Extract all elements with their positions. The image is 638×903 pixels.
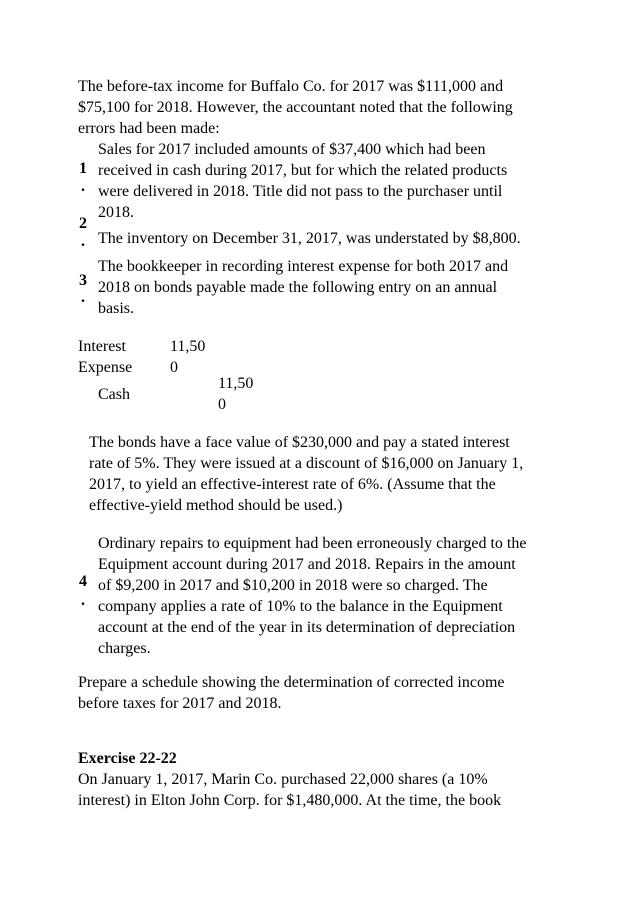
- error-1-line-2: received in cash during 2017, but for which the related products: [98, 162, 508, 179]
- journal-debit-amount-line-1: 11,50: [170, 338, 206, 355]
- error-4-line-1: Ordinary repairs to equipment had been erroneously charged to the: [98, 535, 527, 552]
- error-4-line-4: company applies a rate of 10% to the balance in the Equipment: [98, 598, 503, 615]
- exercise-title: Exercise 22-22: [78, 750, 177, 767]
- intro-line-1: The before-tax income for Buffalo Co. for 2017 was $111,000 and: [78, 78, 504, 95]
- error-3-line-2: 2018 on bonds payable made the following entry on an annual: [98, 279, 498, 296]
- error-4-line-5: account at the end of the year in its determination of depreciation: [98, 619, 516, 636]
- bond-note-line-3: 2017, to yield an effective-interest rate of 6%. (Assume that the: [89, 476, 496, 493]
- error-4-dot: .: [81, 592, 85, 609]
- error-4-number: 4: [79, 573, 87, 590]
- error-1-dot: .: [81, 178, 85, 195]
- instruction-line-1: Prepare a schedule showing the determination of corrected income: [78, 674, 505, 691]
- error-1-number: 1: [79, 160, 87, 177]
- journal-debit-account-line-1: Interest: [78, 338, 126, 355]
- bond-note-line-2: rate of 5%. They were issued at a discount of $16,000 on January 1,: [89, 455, 524, 472]
- journal-credit-amount-line-1: 11,50: [218, 375, 254, 392]
- error-3-dot: .: [81, 289, 85, 306]
- error-1-line-3: were delivered in 2018. Title did not pass to the purchaser until: [98, 183, 503, 200]
- exercise-line-1: On January 1, 2017, Marin Co. purchased 22,000 shares (a 10%: [78, 771, 488, 788]
- error-3-number: 3: [79, 272, 87, 289]
- journal-debit-amount-line-2: 0: [170, 359, 178, 376]
- journal-credit-amount-line-2: 0: [218, 396, 226, 413]
- instruction-line-2: before taxes for 2017 and 2018.: [78, 695, 282, 712]
- intro-line-2: $75,100 for 2018. However, the accountant noted that the following: [78, 99, 513, 116]
- journal-credit-account: Cash: [98, 386, 130, 403]
- error-1-line-1: Sales for 2017 included amounts of $37,400 which had been: [98, 141, 486, 158]
- error-3-line-1: The bookkeeper in recording interest expense for both 2017 and: [98, 258, 509, 275]
- bond-note-line-1: The bonds have a face value of $230,000 and pay a stated interest: [89, 434, 510, 451]
- error-2-line-1: The inventory on December 31, 2017, was understated by $8,800.: [98, 230, 521, 247]
- journal-debit-account-line-2: Expense: [78, 359, 133, 376]
- intro-line-3: errors had been made:: [78, 120, 220, 137]
- bond-note-line-4: effective-yield method should be used.): [89, 497, 343, 514]
- error-1-line-4: 2018.: [98, 204, 134, 221]
- error-2-number: 2: [79, 215, 87, 232]
- error-3-line-3: basis.: [98, 300, 134, 317]
- error-2-dot: .: [81, 233, 85, 250]
- error-4-line-6: charges.: [98, 640, 151, 657]
- error-4-line-3: of $9,200 in 2017 and $10,200 in 2018 were so charged. The: [98, 577, 488, 594]
- exercise-line-2: interest) in Elton John Corp. for $1,480,000. At the time, the book: [78, 792, 502, 809]
- error-4-line-2: Equipment account during 2017 and 2018. Repairs in the amount: [98, 556, 516, 573]
